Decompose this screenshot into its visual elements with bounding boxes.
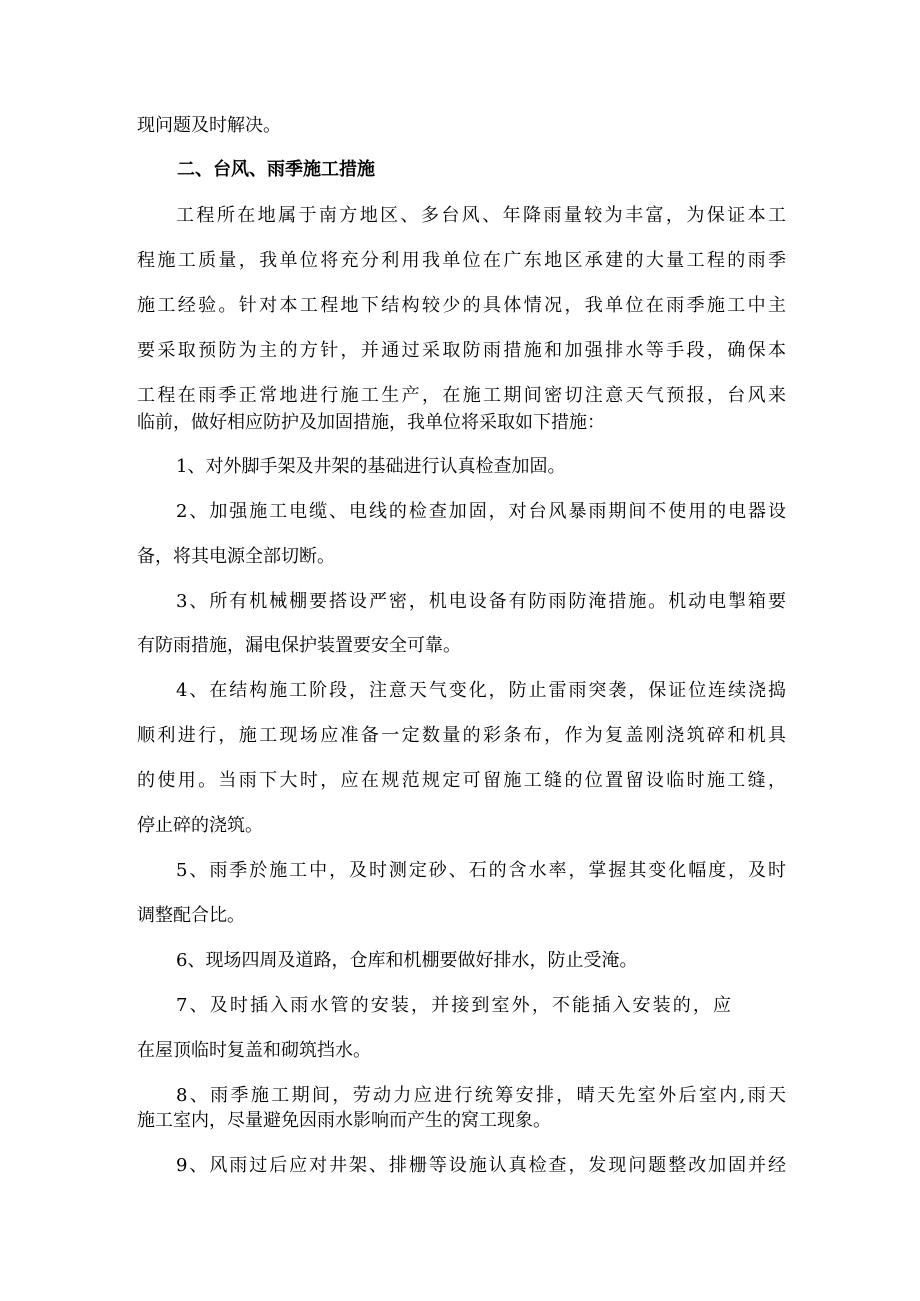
- text-line: 有防雨措施，漏电保护装置要安全可靠。: [137, 635, 461, 656]
- text-line: 停止碎的浇筑。: [137, 815, 263, 836]
- text-line: 临前，做好相应防护及加固措施，我单位将采取如下措施：: [137, 412, 605, 433]
- text-line: 程施工质量，我单位将充分利用我单位在广东地区承建的大量工程的雨季: [137, 250, 786, 271]
- text-line: 施工室内，尽量避免因雨水影响而产生的窝工现象。: [137, 1110, 551, 1131]
- list-item: 5、雨季於施工中，及时测定砂、石的含水率，掌握其变化幅度，及时: [176, 860, 786, 881]
- text-line: 施工经验。针对本工程地下结构较少的具体情况，我单位在雨季施工中主: [137, 295, 786, 316]
- text-line: 备，将其电源全部切断。: [137, 546, 335, 567]
- text-line: 工程所在地属于南方地区、多台风、年降雨量较为丰富，为保证本工: [176, 205, 786, 226]
- list-item: 2、加强施工电缆、电线的检查加固，对台风暴雨期间不使用的电器设: [176, 501, 786, 522]
- text-line: 在屋顶临时复盖和砌筑挡水。: [137, 1040, 371, 1061]
- list-item: 1、对外脚手架及井架的基础进行认真检查加固。: [176, 456, 566, 477]
- text-line: 工程在雨季正常地进行施工生产，在施工期间密切注意天气预报，台风来: [137, 385, 786, 406]
- text-line: 现问题及时解决。: [137, 115, 281, 136]
- list-item: 8、雨季施工期间，劳动力应进行统筹安排，晴天先室外后室内,雨天: [176, 1085, 786, 1106]
- list-item: 6、现场四周及道路，仓库和机棚要做好排水，防止受淹。: [176, 950, 638, 971]
- list-item: 4、在结构施工阶段，注意天气变化，防止雷雨突袭，保证位连续浇捣: [176, 680, 786, 701]
- list-item: 9、风雨过后应对井架、排栅等设施认真检查，发现问题整改加固并经: [176, 1155, 786, 1176]
- text-line: 的使用。当雨下大时，应在规范规定可留施工缝的位置留设临时施工缝，: [137, 770, 786, 791]
- text-line: 调整配合比。: [137, 905, 245, 926]
- text-line: 要采取预防为主的方针，并通过采取防雨措施和加强排水等手段，确保本: [137, 340, 786, 361]
- section-heading: 二、台风、雨季施工措施: [177, 159, 375, 180]
- text-line: 顺利进行，施工现场应准备一定数量的彩条布，作为复盖刚浇筑碎和机具: [137, 725, 786, 746]
- list-item: 7、及时插入雨水管的安装，并接到室外，不能插入安装的，应: [176, 995, 731, 1016]
- list-item: 3、所有机械棚要搭设严密，机电设备有防雨防淹措施。机动电掣箱要: [176, 591, 786, 612]
